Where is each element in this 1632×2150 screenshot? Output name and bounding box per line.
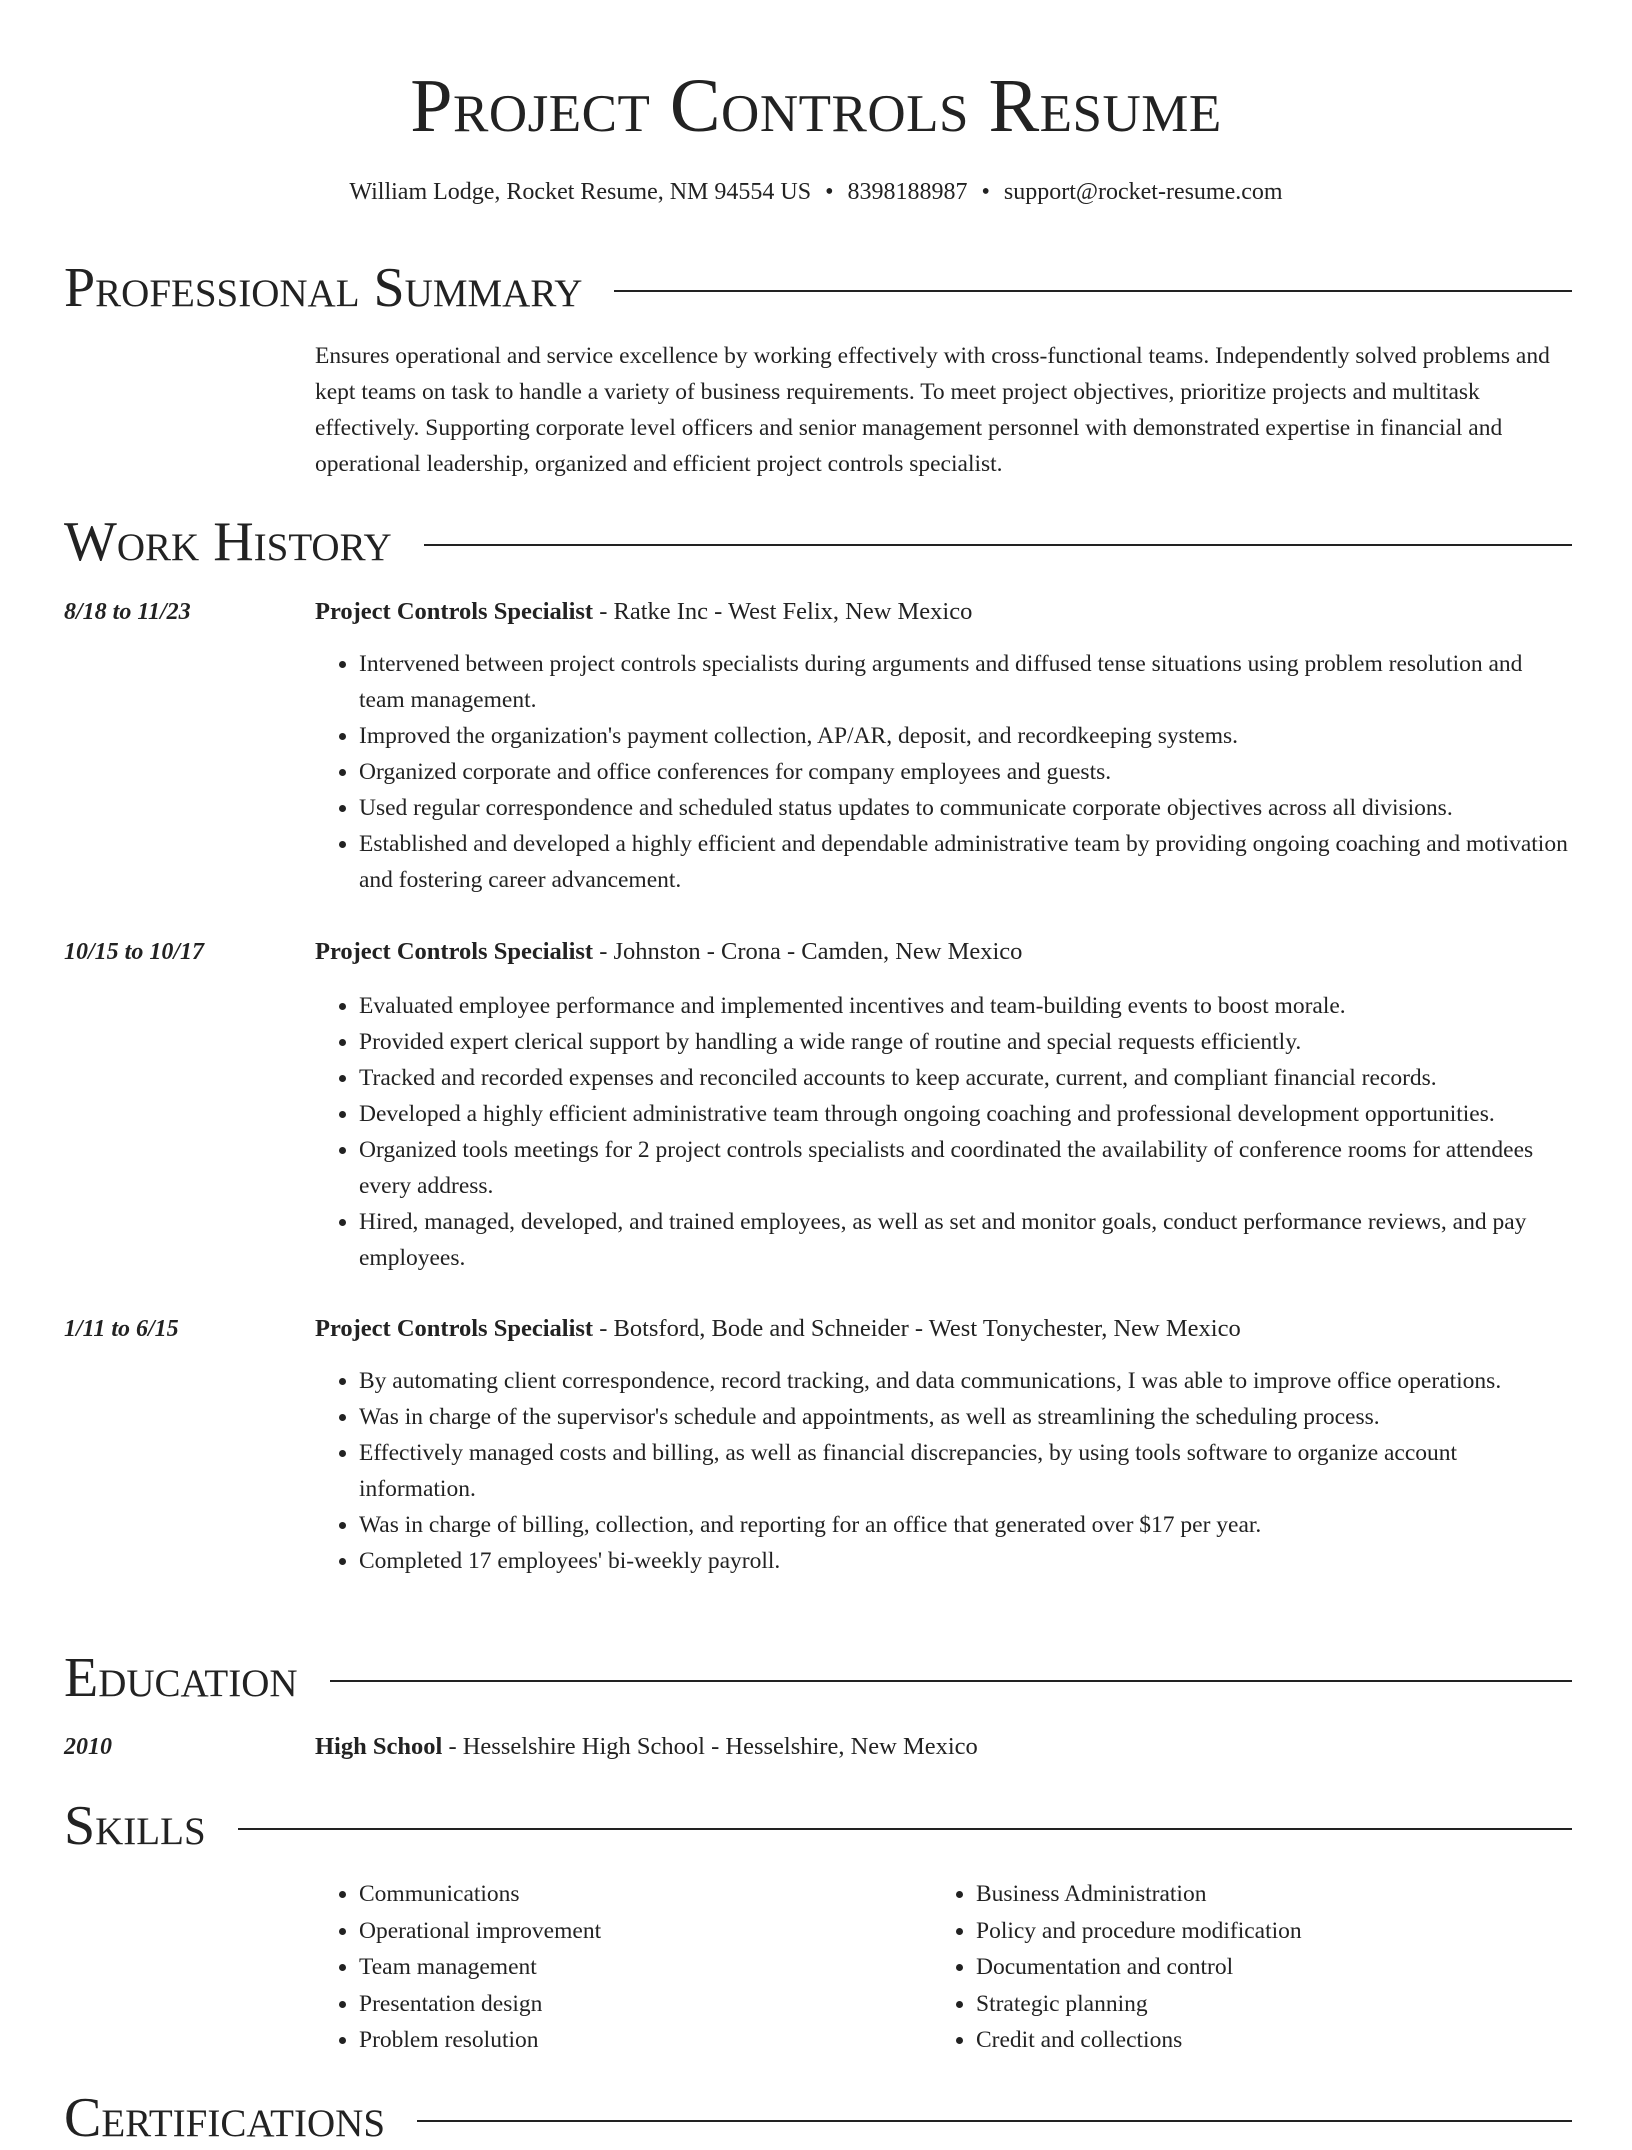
skill-item: • Operational improvement: [359, 1913, 919, 1950]
skill-item: • Credit and collections: [976, 2022, 1616, 2059]
education-details: - Hesselshire High School - Hesselshire, New Mexico: [442, 1733, 978, 1760]
section-divider: [424, 544, 1572, 546]
skills-section-header: [64, 1794, 1572, 1858]
section-divider: [238, 1828, 1572, 1830]
job-heading: [315, 1311, 1572, 1347]
education-degree: High School: [315, 1733, 443, 1760]
summary-section-header: [64, 256, 1572, 320]
list-item: • Provided expert clerical support by handling a wide range of routine and special requests efficiently.: [359, 1024, 1572, 1060]
job-title: Project Controls Specialist: [315, 1315, 594, 1342]
list-item: • Completed 17 employees' bi-weekly payroll.: [359, 1543, 1572, 1579]
list-item: • Evaluated employee performance and implemented incentives and team-building events to boost morale.: [359, 988, 1572, 1024]
section-title-certifications: Certifications: [64, 2087, 386, 2149]
job-bullets: [315, 988, 1572, 1276]
contact-separator: •: [981, 179, 990, 205]
education-section-header: [64, 1646, 1572, 1710]
job-title: Project Controls Specialist: [315, 598, 594, 625]
job-heading: [315, 934, 1572, 970]
list-item: • Developed a highly efficient administrative team through ongoing coaching and professional development opportunities.: [359, 1096, 1572, 1132]
list-item: • Established and developed a highly efficient and dependable administrative team by providing ongoing coaching and motivation and fostering career advancement.: [359, 826, 1572, 898]
summary-text: Ensures operational and service excellence by working effectively with cross-functional teams. Independently solved problems and kept teams on task to handle a variety of business requirements. To meet project objectives, prioritize projects and multitask effectively. Supporting corporate level officers and senior management personnel with demonstrated expertise in financial and operational leadership, organized and efficient project controls specialist.: [315, 343, 1550, 477]
list-item: • Hired, managed, developed, and trained employees, as well as set and monitor goals, conduct performance reviews, and pay employees.: [359, 1204, 1572, 1276]
job-title: Project Controls Specialist: [315, 938, 594, 965]
job-details: - Ratke Inc - West Felix, New Mexico: [593, 598, 973, 625]
job-bullets: [315, 1363, 1572, 1579]
list-item: • Was in charge of billing, collection, and reporting for an office that generated over $17 per year.: [359, 1507, 1572, 1543]
list-item: • Intervened between project controls specialists during arguments and diffused tense situations using problem resolution and team management.: [359, 646, 1572, 718]
education-heading: [315, 1729, 1572, 1765]
section-title-work: Work History: [64, 511, 392, 573]
job-bullets: [315, 646, 1572, 898]
list-item: • Improved the organization's payment collection, AP/AR, deposit, and recordkeeping systems.: [359, 718, 1572, 754]
job-dates: 10/15 to 10/17: [64, 939, 205, 965]
skill-item: • Policy and procedure modification: [976, 1913, 1616, 1950]
resume-title: Project Controls Resume: [410, 64, 1222, 148]
section-title-skills: Skills: [64, 1795, 206, 1857]
contact-phone: 8398188987: [847, 179, 968, 205]
list-item: • By automating client correspondence, record tracking, and data communications, I was able to improve office operations.: [359, 1363, 1572, 1399]
list-item: • Organized tools meetings for 2 project controls specialists and coordinated the availability of conference rooms for attendees every address.: [359, 1132, 1572, 1204]
section-divider: [614, 290, 1572, 292]
list-item: • Effectively managed costs and billing, as well as financial discrepancies, by using tools software to organize account information.: [359, 1435, 1572, 1507]
list-item: • Used regular correspondence and scheduled status updates to communicate corporate objectives across all divisions.: [359, 790, 1572, 826]
job-details: - Botsford, Bode and Schneider - West Tonychester, New Mexico: [593, 1315, 1241, 1342]
job-heading: [315, 594, 1572, 630]
list-item: • Tracked and recorded expenses and reconciled accounts to keep accurate, current, and compliant financial records.: [359, 1060, 1572, 1096]
skill-item: • Strategic planning: [976, 1986, 1616, 2023]
section-title-education: Education: [64, 1647, 298, 1709]
contact-line: [0, 174, 1632, 210]
skill-item: • Team management: [359, 1949, 919, 1986]
list-item: • Was in charge of the supervisor's schedule and appointments, as well as streamlining the scheduling process.: [359, 1399, 1572, 1435]
skill-item: • Problem resolution: [359, 2022, 919, 2059]
skill-item: • Communications: [359, 1876, 919, 1913]
contact-separator: •: [825, 179, 834, 205]
skill-item: • Presentation design: [359, 1986, 919, 2023]
skill-item: • Documentation and control: [976, 1949, 1616, 1986]
contact-email[interactable]: support@rocket-resume.com: [1003, 179, 1283, 205]
job-details: - Johnston - Crona - Camden, New Mexico: [593, 938, 1023, 965]
skill-item: • Business Administration: [976, 1876, 1616, 1913]
education-year: 2010: [64, 1734, 112, 1760]
section-divider: [330, 1680, 1572, 1682]
job-dates: 8/18 to 11/23: [64, 599, 191, 625]
job-dates: 1/11 to 6/15: [64, 1316, 179, 1342]
skills-list-right: [932, 1876, 1616, 2059]
section-divider: [417, 2120, 1572, 2122]
work-section-header: [64, 510, 1572, 574]
certifications-section-header: [64, 2086, 1572, 2150]
list-item: • Organized corporate and office conferences for company employees and guests.: [359, 754, 1572, 790]
skills-list-left: [315, 1876, 919, 2059]
section-title-summary: Professional Summary: [64, 257, 583, 319]
contact-address: William Lodge, Rocket Resume, NM 94554 US: [349, 179, 812, 205]
